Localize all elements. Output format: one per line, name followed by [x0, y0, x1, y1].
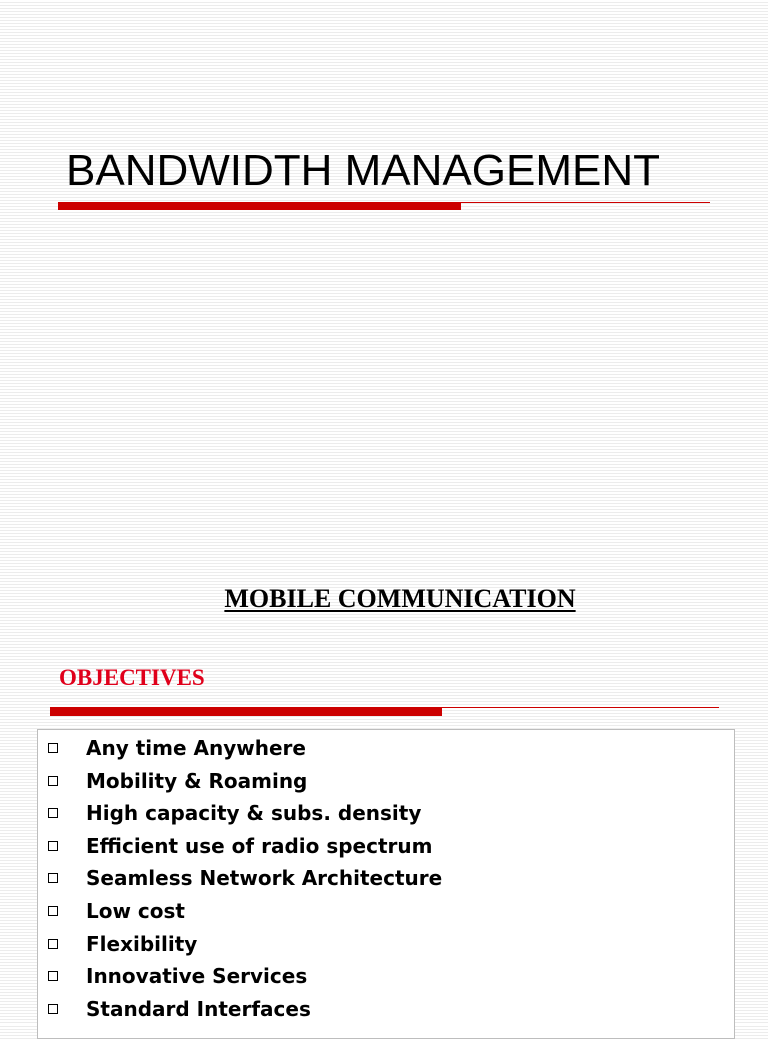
list-item-text: Any time Anywhere	[86, 736, 306, 760]
list-item-text: Flexibility	[86, 931, 198, 956]
list-item	[38, 995, 442, 1028]
hollow-square-bullet-icon	[48, 841, 58, 851]
title-accent-bar	[58, 202, 461, 210]
slide-title: BANDWIDTH MANAGEMENT	[66, 146, 660, 195]
hollow-square-bullet-icon	[48, 939, 58, 949]
list-item	[38, 897, 442, 930]
list-item	[38, 864, 442, 897]
hollow-square-bullet-icon	[48, 873, 58, 883]
list-item-text: Mobility & Roaming	[86, 768, 308, 793]
list-item	[38, 734, 442, 767]
list-item	[38, 930, 442, 963]
hollow-square-bullet-icon	[48, 743, 58, 753]
hollow-square-bullet-icon	[48, 906, 58, 916]
list-item-text: Seamless Network Architecture	[86, 866, 443, 891]
objectives-accent-bar	[50, 707, 442, 716]
hollow-square-bullet-icon	[48, 1004, 58, 1014]
objectives-divider-line	[442, 707, 719, 708]
hollow-square-bullet-icon	[48, 776, 58, 786]
list-item-text: Efficient use of radio spectrum	[86, 833, 433, 858]
objectives-list-box	[37, 729, 735, 1039]
list-item-text: Standard Interfaces	[86, 996, 311, 1021]
list-item	[38, 962, 442, 995]
list-item-text: High capacity & subs. density	[86, 801, 422, 826]
slide-subtitle: MOBILE COMMUNICATION	[224, 584, 576, 613]
list-item-text: Low cost	[86, 898, 185, 923]
hollow-square-bullet-icon	[48, 808, 58, 818]
list-item	[38, 799, 442, 832]
list-item	[38, 767, 442, 800]
objectives-heading: OBJECTIVES	[59, 665, 205, 690]
list-item-text: Innovative Services	[86, 964, 308, 989]
objectives-list	[38, 734, 442, 1027]
hollow-square-bullet-icon	[48, 971, 58, 981]
title-divider-line	[461, 202, 710, 203]
list-item	[38, 832, 442, 865]
